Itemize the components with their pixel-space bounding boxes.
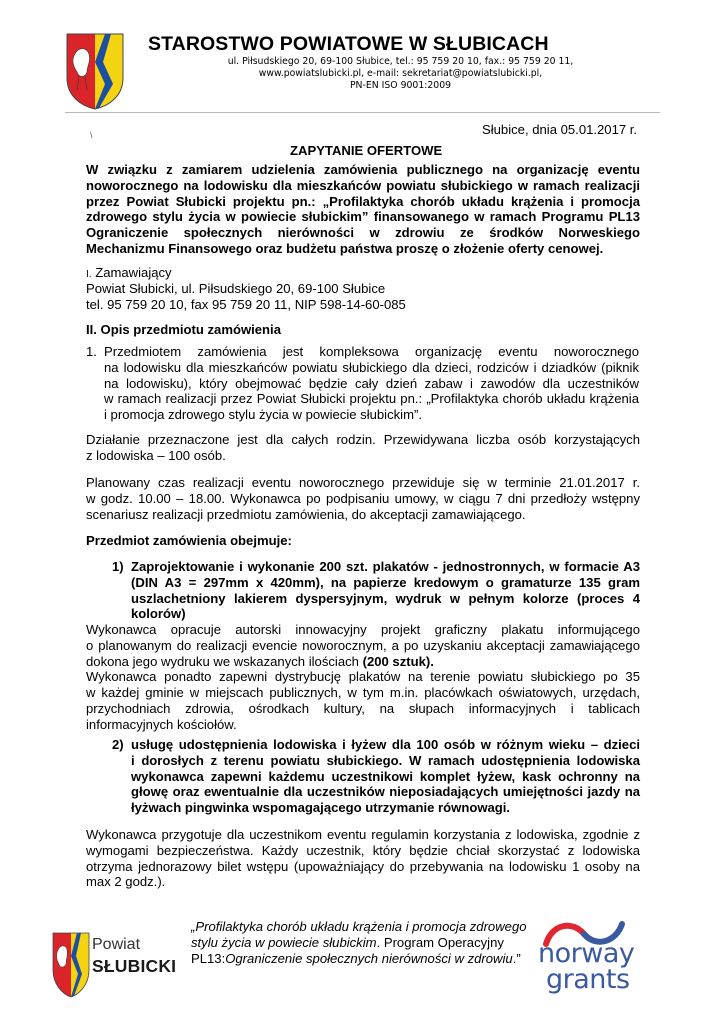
rules-paragraph — [86, 827, 640, 890]
header-divider — [65, 112, 660, 113]
intro-line: zdrowego stylu życia w powiecie słubickim” finansowanego w ramach Programu PL13 — [86, 209, 640, 225]
time-line: Planowany czas realizacji eventu noworocznego przewiduje się w terminie 21.01.2017 r. — [86, 475, 640, 490]
scope1-desc-line: Wykonawca opracuje autorski innowacyjny projekt graficzny plakatu informującego — [86, 622, 640, 637]
time-paragraph — [86, 475, 640, 522]
scope1-desc-quantity: (200 sztuk). — [362, 653, 434, 669]
footer-crest-icon — [52, 932, 90, 998]
footer-line — [191, 951, 536, 967]
section2-item-number: 1. — [86, 344, 97, 359]
scope1-desc-line: przychodniach zdrowia, ośrodkach kultury, na słupach informacyjnych i tablicach — [86, 700, 640, 716]
scope1-number: 1) — [112, 559, 124, 574]
stray-mark: \ — [90, 130, 93, 140]
section2-item1 — [104, 344, 639, 423]
section1-address: Powiat Słubicki, ul. Piłsudskiego 20, 69-100 Słubice — [86, 281, 386, 296]
intro-line: Mechanizmu Finansowego oraz budżetu państwa proszę o złożenie oferty cenowej. — [86, 240, 604, 256]
header-contact — [148, 56, 653, 96]
header-title: STAROSTWO POWIATOWE W SŁUBICACH — [148, 33, 549, 55]
scope2-number: 2) — [112, 737, 124, 752]
header-web-email: www.powiatslubicki.pl, e-mail: sekretariat@powiatslubicki.pl, — [258, 68, 543, 79]
time-line: w godz. 10.00 – 18.00. Wykonawca po podpisaniu umowy, w ciągu 7 dni przedłoży wstępny — [86, 490, 640, 506]
section1-title: Zamawiający — [95, 265, 172, 280]
footer-line-italic: stylu życia w powiecie słubickim — [191, 934, 377, 950]
footer-line: „Profilaktyka chorób układu krążenia i promocja zdrowego — [191, 919, 527, 934]
time-line: scenariusz realizacji przedmiotu zamówienia, do akceptacji zamawiającego. — [86, 506, 526, 522]
intro-line: Ograniczenie społecznych nierówności w zdrowiu ze środków Norweskiego — [86, 225, 640, 241]
item1-line: na lodowisku), który obejmować będzie cały dzień zabaw i zawodów dla uczestników — [104, 375, 639, 391]
rules-line: Wykonawca przygotuje dla uczestnikom eventu regulamin korzystania z lodowiska, zgodnie z — [86, 827, 640, 842]
norway-word: norway — [538, 938, 635, 969]
scope1-desc-text: dokona jego wydruku we wskazanych ilościach — [86, 653, 363, 669]
place-date: Słubice, dnia 05.01.2017 r. — [482, 122, 638, 137]
family-line: z lodowiska – 100 osób. — [86, 447, 226, 463]
item1-line: na lodowisku dla mieszkańców powiatu słubickiego dla dzieci, rodziców i dziadków (piknik — [104, 359, 639, 375]
scope1-description — [86, 622, 640, 733]
scope1-item — [131, 559, 640, 622]
scope1-line: Zaprojektowanie i wykonanie 200 szt. plakatów - jednostronnych, w formacie A3 — [131, 559, 640, 574]
scope2-line: łyżwach pingwinka wspomagającego utrzymanie równowagi. — [131, 800, 511, 816]
header-iso: PN-EN ISO 9001:2009 — [349, 80, 452, 91]
footer-line-rest: . Program Operacyjny — [376, 934, 504, 950]
header-crest — [65, 32, 125, 110]
section2-heading: II. Opis przedmiotu zamówienia — [86, 322, 281, 337]
intro-paragraph — [86, 162, 640, 257]
intro-line: przez Powiat Słubicki projektu pn.: „Profilaktyka chorób układu krążenia i promocja — [86, 193, 640, 209]
item1-line: Przedmiotem zamówienia jest kompleksowa organizację eventu noworocznego — [104, 344, 639, 359]
intro-line: noworocznego na lodowisku dla mieszkańców powiatu słubickiego w ramach realizacji — [86, 177, 640, 193]
scope2-line: głowę oraz ewentualnie dla uczestników nieposiadających umiejętności jazdy na — [131, 784, 640, 800]
scope1-desc-line — [86, 654, 640, 670]
scope1-line: (DIN A3 = 297mm x 420mm), na papierze kredowym o gramaturze 135 gram — [131, 574, 640, 590]
scope2-item — [131, 737, 640, 816]
footer-project-text — [191, 919, 536, 966]
scope1-desc-line: informacyjnych kościołów. — [86, 716, 237, 732]
footer-line-end: .” — [512, 950, 521, 966]
footer-logo-powiat-word: Powiat — [92, 936, 141, 953]
scope1-desc-line: Wykonawca ponadto zapewni dystrybucję plakatów na terenie powiatu słubickiego po 35 — [86, 669, 640, 685]
scope2-line: wykonawca zapewni każdemu uczestnikowi komplet łyżew, kask ochronny na — [131, 768, 640, 784]
scope2-line: i dorosłych z terenu powiatu słubickiego. W ramach udostępnienia lodowiska — [131, 752, 640, 768]
document-title: ZAPYTANIE OFERTOWE — [290, 143, 443, 158]
footer-line-italic: Ograniczenie społecznych nierówności w zdrowiu — [225, 950, 513, 966]
intro-line: W związku z zamiarem udzielenia zamówienia publicznego na organizację eventu — [86, 162, 640, 177]
footer-logo-powiat — [52, 932, 184, 998]
scope1-desc-line: w każdej gminie w miejscach publicznych, w tym m.in. placówkach oświatowych, urzędach, — [86, 685, 640, 701]
grants-word: grants — [546, 964, 630, 995]
scope2-line: usługę udostępnienia lodowiska i łyżew dla 100 osób w różnym wieku – dzieci — [131, 737, 640, 752]
footer-line — [191, 935, 536, 951]
rules-line: otrzyma jednorazowy bilet wstępu (upoważniający do przebywania na lodowisku 1 osoby na — [86, 858, 640, 874]
scope-heading: Przedmiot zamówienia obejmuje: — [86, 533, 292, 548]
family-line: Działanie przeznaczone jest dla całych rodzin. Przewidywana liczba osób korzystających — [86, 432, 640, 447]
section1-number: I. — [86, 269, 92, 280]
footer-line-start: PL13: — [191, 950, 226, 966]
scope1-line: uszlachetniony lakierem dyspersyjnym, wydruk w pełnym kolorze (proces 4 — [131, 590, 640, 606]
header-address: ul. Piłsudskiego 20, 69-100 Słubice, tel.: 95 759 20 10, fax.: 95 759 20 11, — [227, 56, 574, 67]
scope1-desc-line: o planowanym do realizacji evencie noworocznym, a po uzyskaniu akceptacji zamawiającego — [86, 637, 640, 653]
scope1-line: kolorów) — [131, 606, 186, 622]
family-paragraph — [86, 432, 640, 464]
item1-line: i promocja zdrowego stylu życia w powiecie słubickim”. — [104, 407, 422, 423]
crest-icon — [65, 32, 125, 110]
section1-phone: tel. 95 759 20 10, fax 95 759 20 11, NIP 598-14-60-085 — [86, 297, 406, 312]
footer-logo-slubicki-word: SŁUBICKI — [92, 956, 177, 976]
rules-line: wymogami bezpieczeństwa. Każdy uczestnik, który będzie chciał skorzystać z lodowiska — [86, 842, 640, 858]
rules-line: max 2 godz.). — [86, 874, 166, 890]
item1-line: w ramach realizacji przez Powiat Słubicki projektu pn.: „Profilaktyka chorób układu krążenia — [104, 391, 639, 407]
footer-norway-grants-logo — [538, 918, 660, 1000]
